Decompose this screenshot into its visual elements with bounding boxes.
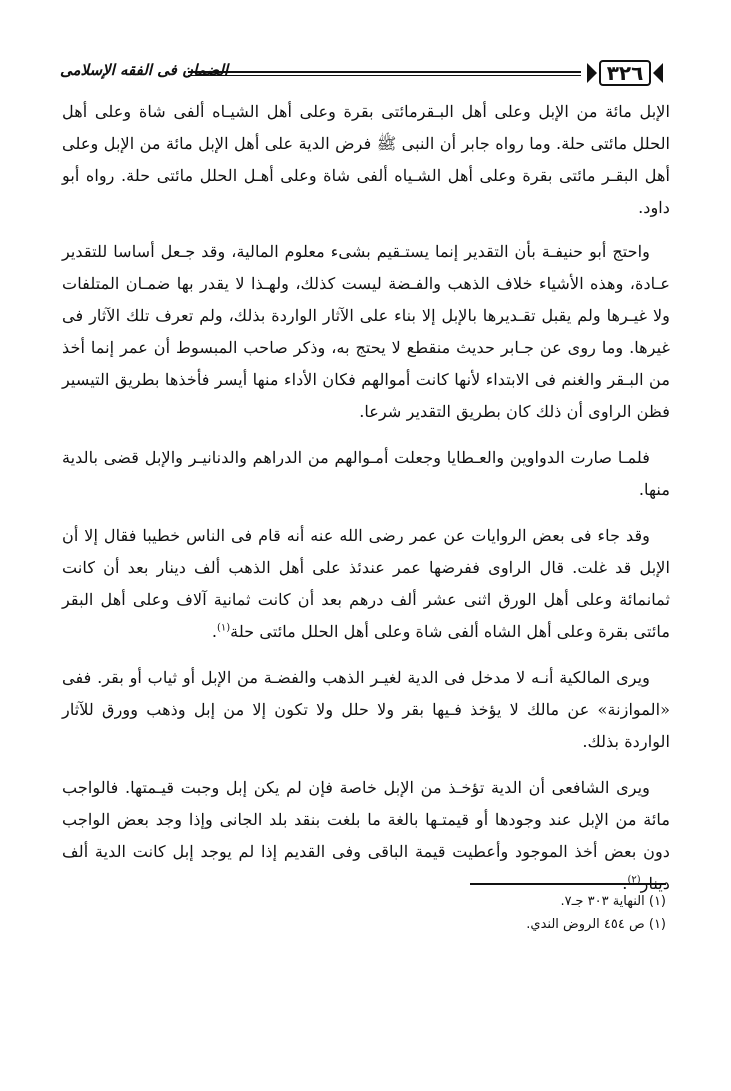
paragraph-4-text: وقد جاء فى بعض الروايات عن عمر رضى الله عنه أنه قام فى الناس خطيبا فقال إلا أن الإبل قد غلت. قال الراوى ففرضها عمر عندئذ على أهل الذهب ألف دينار بعد أن كانت ثمانمائة وعلى أهل الورق اثنى عشر ألف درهم بعد أن كانت ثمانية آلاف وعلى أهل البقر مائتى بقرة وعلى أهل الشاه ألفى شاة وعلى أهل الحلل مائتى حلة bbox=[62, 526, 670, 641]
bracket-right-icon bbox=[653, 63, 663, 83]
page-number-box bbox=[585, 60, 665, 86]
paragraph-4 bbox=[62, 520, 670, 648]
paragraph-5: ويرى المالكية أنـه لا مدخل فى الدية لغيـر الذهب والفضـة من الإبل أو ثياب أو بقر. ففى «الموازنة» عن مالك لا يؤخذ فـيها بقر ولا حلل ولا تكون إلا من إبل وذهب وورق للآثار الواردة بذلك. bbox=[62, 668, 670, 751]
footnote-marker-2: (٢) bbox=[627, 874, 641, 886]
footnote-marker-1: (١) bbox=[216, 622, 231, 634]
paragraph-1: الإبل مائة من الإبل وعلى أهل البـقرمائتى بقرة وعلى أهل الشيـاه ألفى شاة وعلى أهل الحلل مائتى حلة. وما رواه جابر أن النبى ﷺ فرض الدية على أهل الإبل مائة من الإبل وعلى أهل البقـر مائتى بقرة وعلى أهل الشـياه ألفى شاة وعلى أهـل الحلل مائتى حلة. رواه أبو داود. bbox=[62, 102, 670, 217]
bracket-left-icon bbox=[587, 63, 597, 83]
header-rule bbox=[188, 71, 581, 76]
footnote-1: (١) النهاية ٣٠٣ جـ٧. bbox=[560, 894, 666, 909]
paragraph-3: فلمـا صارت الدواوين والعـطايا وجعلت أمـوالهم من الدراهم والدنانيـر والإبل قضى بالدية منها. bbox=[62, 448, 670, 499]
footnote-2: (١) ص ٤٥٤ الروض الندي. bbox=[526, 917, 666, 932]
page-header bbox=[60, 60, 665, 90]
paragraph-6 bbox=[62, 772, 670, 900]
page-number: ٣٢٦ bbox=[599, 60, 652, 86]
paragraph-6-end: . bbox=[622, 874, 628, 893]
paragraph-4-end: . bbox=[211, 622, 217, 641]
body-text bbox=[62, 96, 670, 914]
paragraph-2: واحتج أبو حنيفـة بأن التقدير إنما يستـقيم بشىء معلوم المالية، وقد جـعل أساسا للتقدير عـادة، وهذه الأشياء خلاف الذهب والفـضة ليست كذلك، ولهـذا لا يقدر بها ضمـان المتلفات ولا غيـرها ولم يقبل تقـديرها بالإبل إلا بناء على الآثار الواردة بذلك، ولم تعرف تلك الآثار فى غيرها. وما روى عن جـابر حديث منقطع لا يحتج به، وذكر صاحب المبسوط أن عمر إنما أخذ من البـقر والغنم فى الابتداء لأنها كانت أموالهم فكان الأداء منها أيسر فأخذها بطريق التيسير فظن الراوى أن ذلك كان بطريق التقدير شرعا. bbox=[62, 242, 670, 421]
footnote-rule bbox=[470, 883, 666, 885]
running-title: الضمان فى الفقه الإسلامى bbox=[60, 61, 229, 79]
footnotes bbox=[300, 890, 666, 936]
paragraph-6-text: ويرى الشافعى أن الدية تؤخـذ من الإبل خاصة فإن لم يكن إبل وجبت قيـمتها. فالواجب مائة من الإبل عند وجودها أو قيمتـها بالغة ما بلغت بنقد بلد الجانى وإذا وجد بعض الواجب دون بعض أخذ الموجود وأعطيت قيمة الباقى وفى القديم إذا لم يوجد إبل كانت الدية ألف دينار bbox=[62, 778, 670, 893]
